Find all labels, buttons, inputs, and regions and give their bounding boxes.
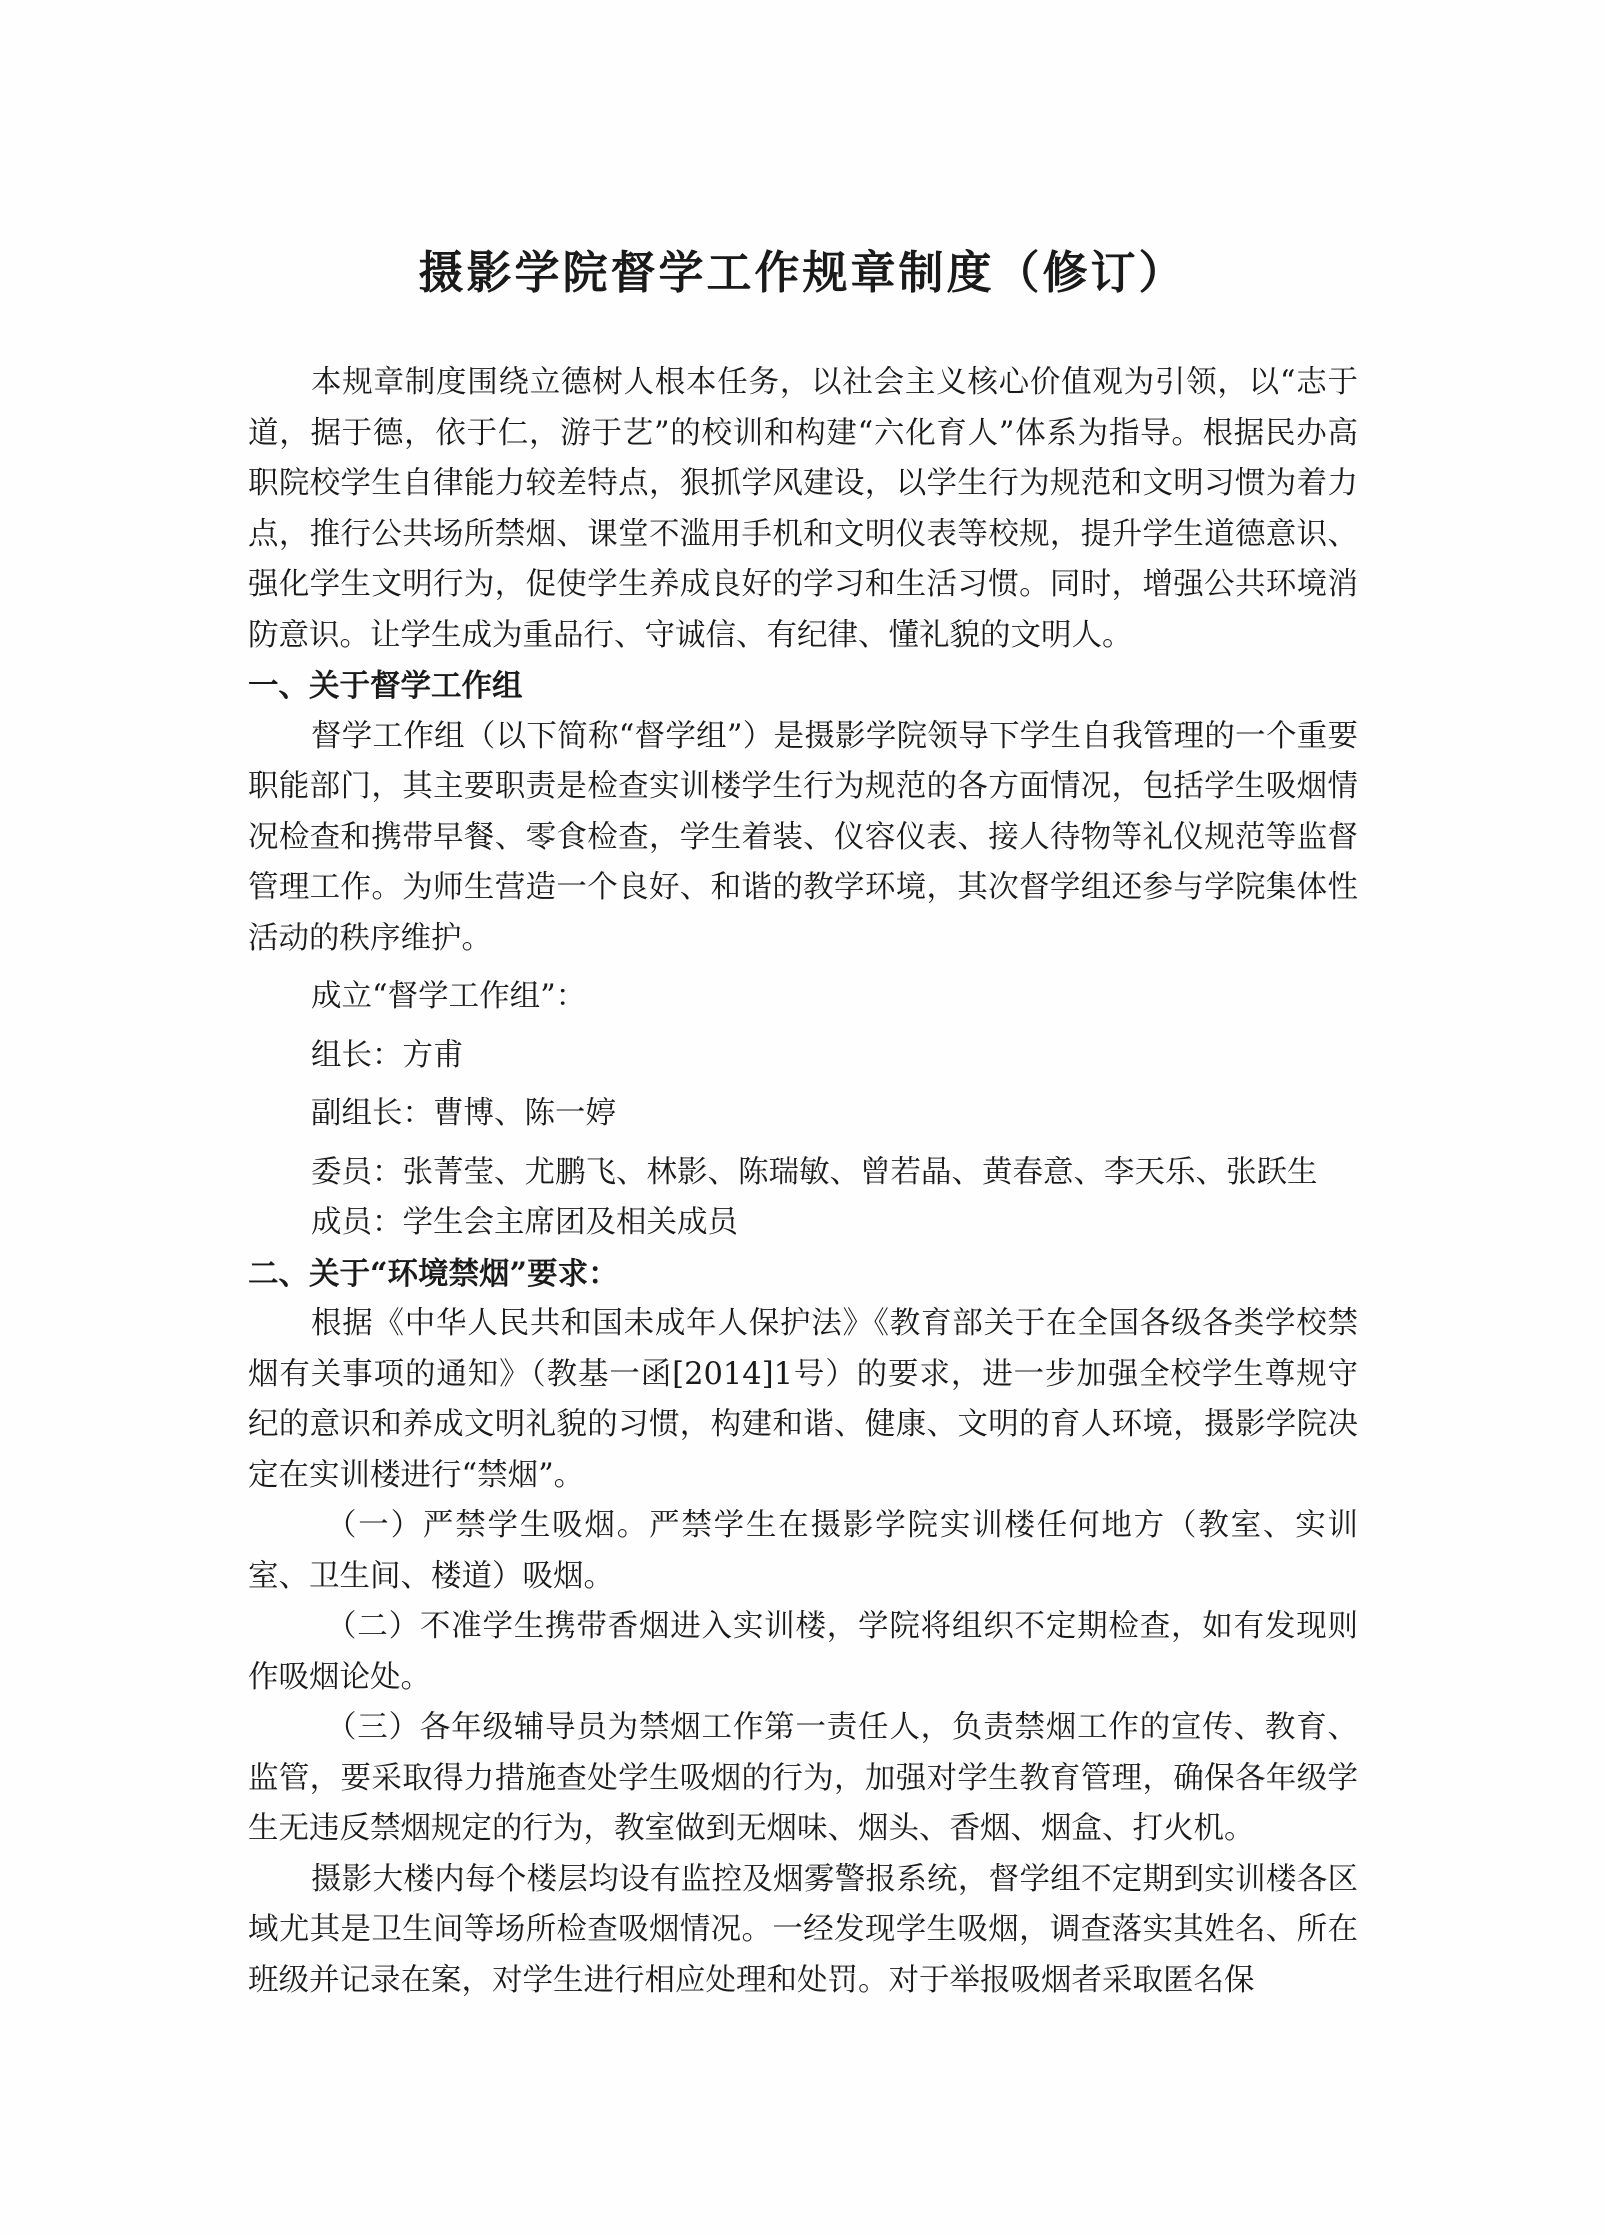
rule-3-paragraph: （三）各年级辅导员为禁烟工作第一责任人，负责禁烟工作的宣传、教育、监管，要采取得力措施查处学生吸烟的行为，加强对学生教育管理，确保各年级学生无违反禁烟规定的行为，教室做到无烟味、烟头、香烟、烟盒、打火机。 xyxy=(248,1710,1358,1846)
section-heading-supervision-group: 一、关于督学工作组 xyxy=(248,668,523,704)
supervision-group-paragraph: 督学工作组（以下简称“督学组”）是摄影学院领导下学生自我管理的一个重要职能部门，其主要职责是检查实训楼学生行为规范的各方面情况，包括学生吸烟情况检查和携带早餐、零食检查，学生着装、仪容仪表、接人待物等礼仪规范等监督管理工作。为师生营造一个良好、和谐的教学环境，其次督学组还参与学院集体性活动的秩序维护。 xyxy=(248,718,1358,956)
group-establishment-line: 成立“督学工作组”： xyxy=(311,979,587,1014)
document-title: 摄影学院督学工作规章制度（修订） xyxy=(418,246,1187,299)
committee-members-line: 委员：张菁莹、尤鹏飞、林影、陈瑞敏、曾若晶、黄春意、李天乐、张跃生 xyxy=(311,1154,1318,1190)
no-smoking-basis-paragraph: 根据《中华人民共和国未成年人保护法》《教育部关于在全国各级各类学校禁烟有关事项的通知》（教基一函[2014]1号）的要求，进一步加强全校学生尊规守纪的意识和养成文明礼貌的习惯，构建和谐、健康、文明的育人环境，摄影学院决定在实训楼进行“禁烟”。 xyxy=(248,1306,1358,1493)
intro-paragraph: 本规章制度围绕立德树人根本任务，以社会主义核心价值观为引领，以“志于道，据于德，依于仁，游于艺”的校训和构建“六化育人”体系为指导。根据民办高职院校学生自律能力较差特点，狠抓学风建设，以学生行为规范和文明习惯为着力点，推行公共场所禁烟、课堂不滥用手机和文明仪表等校规，提升学生道德意识、强化学生文明行为，促使学生养成良好的学习和生活习惯。同时，增强公共环境消防意识。让学生成为重品行、守诚信、有纪律、懂礼貌的文明人。 xyxy=(248,365,1358,653)
document-body xyxy=(248,358,1358,2006)
members-line: 成员：学生会主席团及相关成员 xyxy=(311,1205,738,1240)
section-heading-no-smoking: 二、关于“环境禁烟”要求： xyxy=(248,1255,619,1292)
deputy-leader-line: 副组长：曹博、陈一婷 xyxy=(311,1096,616,1131)
rule-1-paragraph: （一）严禁学生吸烟。严禁学生在摄影学院实训楼任何地方（教室、实训室、卫生间、楼道）吸烟。 xyxy=(248,1508,1358,1594)
rule-2-paragraph: （二）不准学生携带香烟进入实训楼，学院将组织不定期检查，如有发现则作吸烟论处。 xyxy=(248,1609,1358,1695)
monitoring-paragraph: 摄影大楼内每个楼层均设有监控及烟雾警报系统，督学组不定期到实训楼各区域尤其是卫生间等场所检查吸烟情况。一经发现学生吸烟，调查落实其姓名、所在班级并记录在案，对学生进行相应处理和处罚。对于举报吸烟者采取匿名保 xyxy=(248,1861,1358,1998)
group-leader-line: 组长：方甫 xyxy=(311,1037,464,1073)
